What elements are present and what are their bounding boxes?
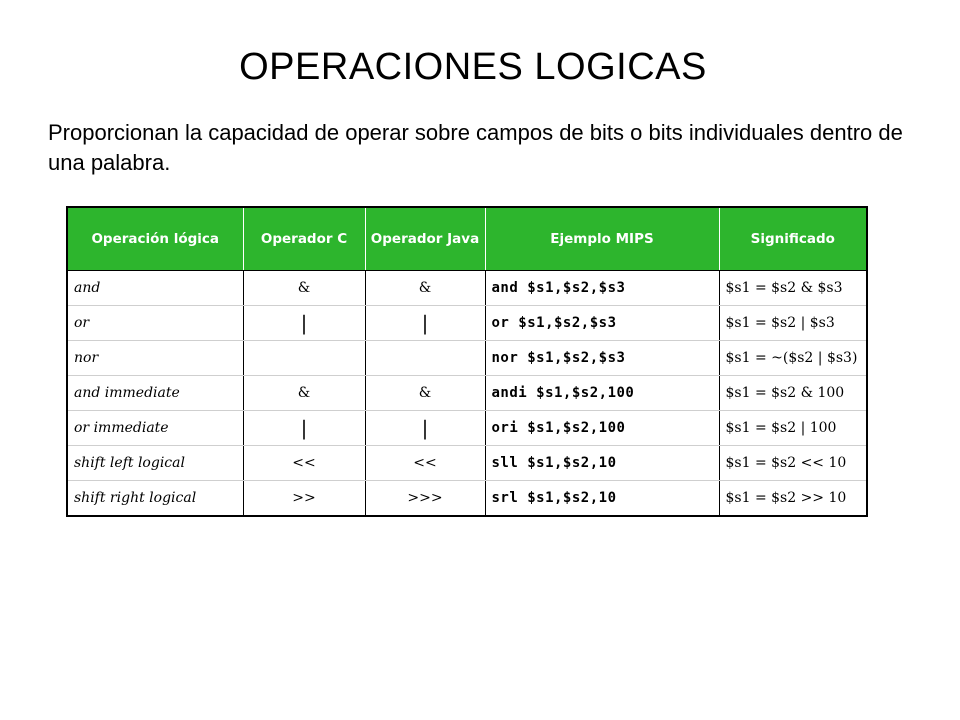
cell-c-operator: >> <box>243 481 365 517</box>
cell-c-operator: & <box>243 271 365 306</box>
cell-meaning: $s1 = $s2 & $s3 <box>719 271 867 306</box>
cell-operation: or <box>67 306 243 341</box>
cell-mips-example: andi $s1,$s2,100 <box>485 376 719 411</box>
cell-mips-example: srl $s1,$s2,10 <box>485 481 719 517</box>
header-c-operator: Operador C <box>243 207 365 271</box>
cell-java-operator <box>365 341 485 376</box>
header-java-operator: Operador Java <box>365 207 485 271</box>
table-row <box>67 341 867 376</box>
cell-java-operator: | <box>365 411 485 446</box>
cell-operation: shift right logical <box>74 490 197 506</box>
cell-c-operator: << <box>243 446 365 481</box>
table-row <box>67 446 867 481</box>
cell-meaning: $s1 = $s2 << 10 <box>719 446 867 481</box>
slide-title: OPERACIONES LOGICAS <box>239 46 707 88</box>
cell-c-operator: | <box>243 306 365 341</box>
cell-operation: and <box>67 271 243 306</box>
cell-c-operator: | <box>243 411 365 446</box>
cell-mips-example: sll $s1,$s2,10 <box>485 446 719 481</box>
cell-java-operator: & <box>365 376 485 411</box>
table-row <box>67 481 867 517</box>
cell-operation: and immediate <box>67 376 243 411</box>
cell-meaning: $s1 = $s2 >> 10 <box>719 481 867 517</box>
table-row <box>67 376 867 411</box>
cell-mips-example: and $s1,$s2,$s3 <box>485 271 719 306</box>
logical-operations-table <box>66 206 868 517</box>
header-mips-example: Ejemplo MIPS <box>485 207 719 271</box>
cell-c-operator: & <box>243 376 365 411</box>
intro-paragraph: Proporcionan la capacidad de operar sobre campos de bits o bits individuales dentro de una palabra. <box>48 120 903 175</box>
cell-operation: or immediate <box>67 411 243 446</box>
table-header-row <box>67 207 867 271</box>
cell-meaning: $s1 = ~($s2 | $s3) <box>719 341 867 376</box>
header-meaning: Significado <box>719 207 867 271</box>
cell-java-operator: << <box>365 446 485 481</box>
cell-c-operator <box>243 341 365 376</box>
cell-operation: nor <box>67 341 243 376</box>
header-operation: Operación lógica <box>67 207 243 271</box>
cell-java-operator: & <box>365 271 485 306</box>
table-row <box>67 271 867 306</box>
cell-mips-example: or $s1,$s2,$s3 <box>485 306 719 341</box>
cell-mips-example: ori $s1,$s2,100 <box>485 411 719 446</box>
table-row <box>67 411 867 446</box>
cell-meaning: $s1 = $s2 | $s3 <box>719 306 867 341</box>
cell-java-operator: | <box>365 306 485 341</box>
table-row <box>67 306 867 341</box>
cell-operation: shift left logical <box>67 446 243 481</box>
cell-meaning: $s1 = $s2 | 100 <box>719 411 867 446</box>
cell-mips-example: nor $s1,$s2,$s3 <box>485 341 719 376</box>
cell-meaning: $s1 = $s2 & 100 <box>719 376 867 411</box>
cell-java-operator: >>> <box>365 481 485 517</box>
